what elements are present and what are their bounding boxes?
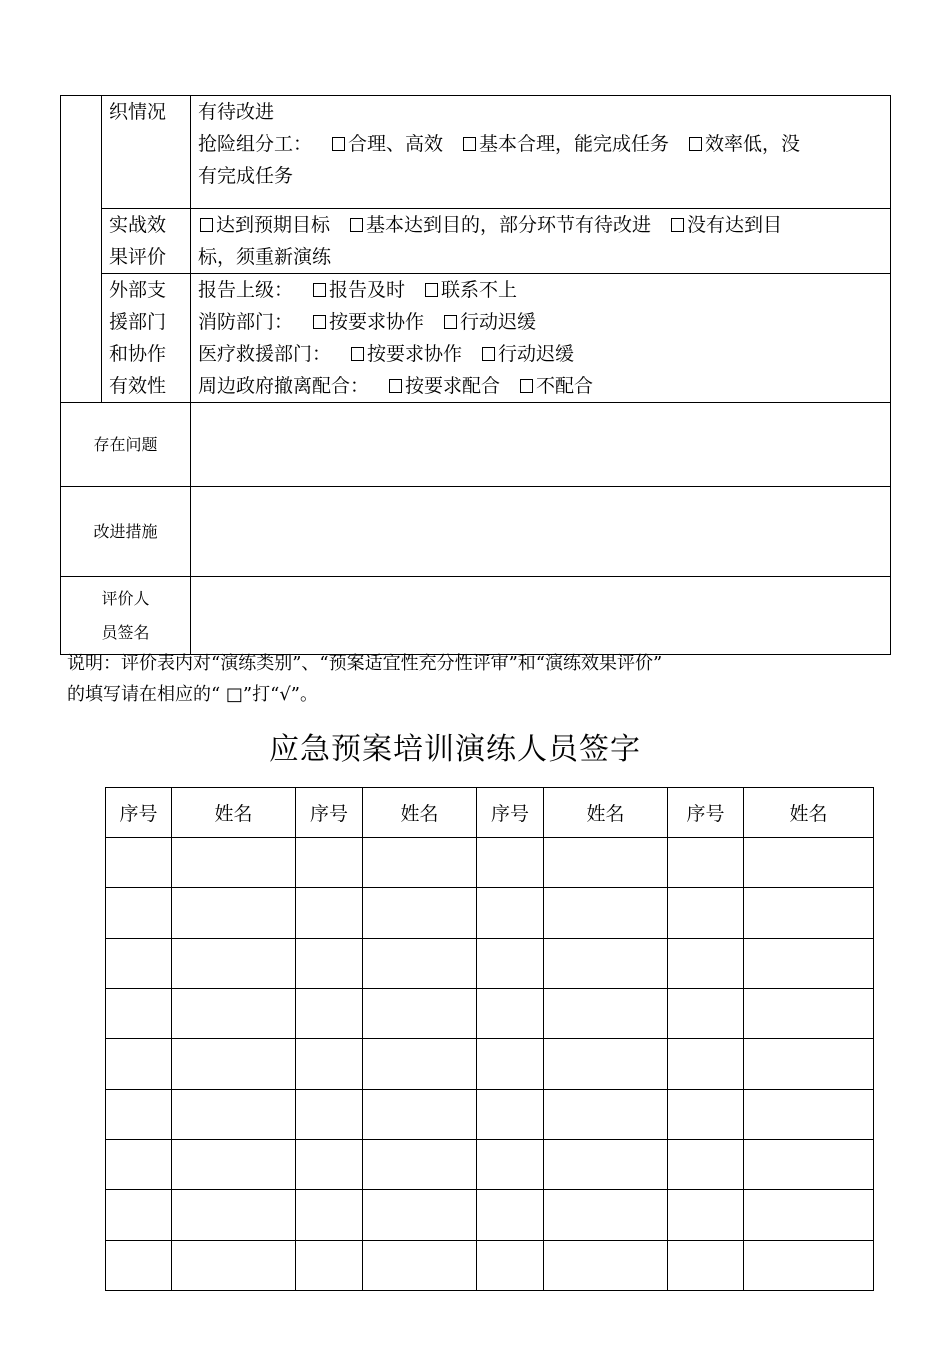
measures-label: 改进措施 xyxy=(61,487,191,577)
serial-cell[interactable] xyxy=(668,1240,744,1290)
name-cell[interactable] xyxy=(363,1240,477,1290)
checkbox-square[interactable] xyxy=(313,283,326,297)
option-label: 合理、高效 xyxy=(348,133,444,155)
checkbox-square[interactable] xyxy=(520,379,533,393)
serial-cell[interactable] xyxy=(477,1240,544,1290)
option-label: 基本合理，能完成任务 xyxy=(479,133,670,155)
checkbox-square[interactable] xyxy=(689,137,702,151)
signature-row xyxy=(106,988,874,1038)
signature-row xyxy=(106,1089,874,1139)
checkbox-square[interactable] xyxy=(350,218,363,232)
signature-row xyxy=(106,888,874,938)
serial-cell[interactable] xyxy=(106,1190,172,1240)
external-support-content xyxy=(191,274,891,403)
line-text: 抢险组分工： xyxy=(198,133,313,155)
option-label: 按要求配合 xyxy=(405,375,501,397)
option-line xyxy=(198,274,884,306)
serial-cell[interactable] xyxy=(668,1139,744,1189)
option-label: 行动迟缓 xyxy=(498,343,575,365)
serial-cell[interactable] xyxy=(106,938,172,988)
name-cell[interactable] xyxy=(744,1190,874,1240)
checkbox-square[interactable] xyxy=(444,315,457,329)
signature-row xyxy=(106,938,874,988)
name-cell[interactable] xyxy=(544,838,668,888)
header-name: 姓名 xyxy=(172,788,296,838)
option-label: 基本达到目的，部分环节有待改进 xyxy=(366,214,652,236)
line-text: 医疗救援部门： xyxy=(198,343,332,365)
serial-cell[interactable] xyxy=(296,1190,363,1240)
serial-cell[interactable] xyxy=(477,1190,544,1240)
line-text: 标，须重新演练 xyxy=(198,246,332,268)
note-line-2: 的填写请在相应的“ □”打“√”。 xyxy=(67,684,319,705)
name-cell[interactable] xyxy=(363,1089,477,1139)
header-serial: 序号 xyxy=(668,788,744,838)
name-cell[interactable] xyxy=(363,938,477,988)
name-cell[interactable] xyxy=(744,1089,874,1139)
serial-cell[interactable] xyxy=(296,838,363,888)
serial-cell[interactable] xyxy=(477,888,544,938)
name-cell[interactable] xyxy=(544,988,668,1038)
option-line xyxy=(198,241,884,273)
name-cell[interactable] xyxy=(744,1240,874,1290)
option-label: 行动迟缓 xyxy=(460,311,537,333)
checkbox-square[interactable] xyxy=(671,218,684,232)
name-cell[interactable] xyxy=(363,988,477,1038)
serial-cell[interactable] xyxy=(668,988,744,1038)
name-cell[interactable] xyxy=(363,838,477,888)
serial-cell[interactable] xyxy=(296,1089,363,1139)
name-cell[interactable] xyxy=(744,1139,874,1189)
serial-cell[interactable] xyxy=(477,938,544,988)
checkbox-square[interactable] xyxy=(463,137,476,151)
option-line xyxy=(198,96,884,128)
name-cell[interactable] xyxy=(544,1190,668,1240)
option-label: 效率低，没 xyxy=(705,133,801,155)
checkbox-square[interactable] xyxy=(313,315,326,329)
name-cell[interactable] xyxy=(544,1039,668,1089)
checkbox-square[interactable] xyxy=(332,137,345,151)
serial-cell[interactable] xyxy=(106,988,172,1038)
signature-title: 应急预案培训演练人员签字 xyxy=(269,732,641,767)
name-cell[interactable] xyxy=(744,988,874,1038)
name-cell[interactable] xyxy=(544,1139,668,1189)
line-text: 周边政府撤离配合： xyxy=(198,375,370,397)
signer-label: 评价人 员签名 xyxy=(61,577,191,655)
serial-cell[interactable] xyxy=(477,1039,544,1089)
serial-cell[interactable] xyxy=(477,838,544,888)
name-cell[interactable] xyxy=(172,1039,296,1089)
line-text: 有完成任务 xyxy=(198,165,294,187)
problems-label: 存在问题 xyxy=(61,403,191,487)
name-cell[interactable] xyxy=(172,838,296,888)
name-cell[interactable] xyxy=(172,1240,296,1290)
option-label: 没有达到目 xyxy=(687,214,783,236)
header-serial: 序号 xyxy=(296,788,363,838)
option-line xyxy=(198,338,884,370)
option-line xyxy=(198,160,884,192)
serial-cell[interactable] xyxy=(296,1240,363,1290)
serial-cell[interactable] xyxy=(477,1089,544,1139)
option-label: 按要求协作 xyxy=(329,311,425,333)
serial-cell[interactable] xyxy=(668,888,744,938)
serial-cell[interactable] xyxy=(668,838,744,888)
serial-cell[interactable] xyxy=(668,1190,744,1240)
effect-content xyxy=(191,209,891,274)
signature-row xyxy=(106,1039,874,1089)
name-cell[interactable] xyxy=(363,1039,477,1089)
note-line-1: 说明：评价表内对“演练类别”、“预案适宜性充分性评审”和“演练效果评价” xyxy=(67,653,663,674)
option-label: 联系不上 xyxy=(441,279,518,301)
problems-field[interactable] xyxy=(191,403,891,487)
serial-cell[interactable] xyxy=(106,888,172,938)
checkbox-square[interactable] xyxy=(200,218,213,232)
checkbox-square[interactable] xyxy=(482,347,495,361)
header-serial: 序号 xyxy=(477,788,544,838)
name-cell[interactable] xyxy=(363,1190,477,1240)
name-cell[interactable] xyxy=(544,888,668,938)
line-text: 报告上级： xyxy=(198,279,294,301)
serial-cell[interactable] xyxy=(296,1139,363,1189)
measures-field[interactable] xyxy=(191,487,891,577)
name-cell[interactable] xyxy=(544,938,668,988)
serial-cell[interactable] xyxy=(106,1089,172,1139)
name-cell[interactable] xyxy=(363,888,477,938)
signature-table xyxy=(105,787,874,1291)
serial-cell[interactable] xyxy=(296,1039,363,1089)
serial-cell[interactable] xyxy=(477,1139,544,1189)
serial-cell[interactable] xyxy=(477,988,544,1038)
name-cell[interactable] xyxy=(172,1089,296,1139)
external-support-label: 外部支 援部门 和协作 有效性 xyxy=(102,274,191,403)
serial-cell[interactable] xyxy=(296,888,363,938)
serial-cell[interactable] xyxy=(106,1139,172,1189)
name-cell[interactable] xyxy=(744,1039,874,1089)
serial-cell[interactable] xyxy=(296,988,363,1038)
org-content xyxy=(191,96,891,209)
name-cell[interactable] xyxy=(172,1190,296,1240)
signer-field[interactable] xyxy=(191,577,891,655)
name-cell[interactable] xyxy=(744,888,874,938)
serial-cell[interactable] xyxy=(106,1039,172,1089)
option-line xyxy=(198,128,884,160)
option-line xyxy=(198,306,884,338)
name-cell[interactable] xyxy=(172,888,296,938)
header-name: 姓名 xyxy=(544,788,668,838)
serial-cell[interactable] xyxy=(668,1089,744,1139)
name-cell[interactable] xyxy=(544,1089,668,1139)
checkbox-square[interactable] xyxy=(351,347,364,361)
effect-label: 实战效 果评价 xyxy=(102,209,191,274)
option-line xyxy=(198,209,884,241)
serial-cell[interactable] xyxy=(106,838,172,888)
option-label: 按要求协作 xyxy=(367,343,463,365)
serial-cell[interactable] xyxy=(296,938,363,988)
name-cell[interactable] xyxy=(744,838,874,888)
instruction-note xyxy=(67,648,887,710)
line-text: 消防部门： xyxy=(198,311,294,333)
header-name: 姓名 xyxy=(744,788,874,838)
name-cell[interactable] xyxy=(744,938,874,988)
serial-cell[interactable] xyxy=(106,1240,172,1290)
option-label: 达到预期目标 xyxy=(216,214,331,236)
name-cell[interactable] xyxy=(172,938,296,988)
name-cell[interactable] xyxy=(544,1240,668,1290)
signature-row xyxy=(106,1139,874,1189)
header-name: 姓名 xyxy=(363,788,477,838)
org-label: 织情况 xyxy=(102,96,191,209)
serial-cell[interactable] xyxy=(668,1039,744,1089)
serial-cell[interactable] xyxy=(668,938,744,988)
checkbox-square[interactable] xyxy=(389,379,402,393)
option-line xyxy=(198,370,884,402)
name-cell[interactable] xyxy=(172,988,296,1038)
signature-row xyxy=(106,838,874,888)
line-text: 有待改进 xyxy=(198,101,275,123)
option-label: 报告及时 xyxy=(329,279,406,301)
signature-header-row xyxy=(106,788,874,838)
evaluation-table xyxy=(60,95,891,655)
name-cell[interactable] xyxy=(172,1139,296,1189)
signature-row xyxy=(106,1240,874,1290)
name-cell[interactable] xyxy=(363,1139,477,1189)
option-label: 不配合 xyxy=(536,375,594,397)
header-serial: 序号 xyxy=(106,788,172,838)
checkbox-square[interactable] xyxy=(425,283,438,297)
category-merged-cell xyxy=(61,96,102,403)
signature-row xyxy=(106,1190,874,1240)
